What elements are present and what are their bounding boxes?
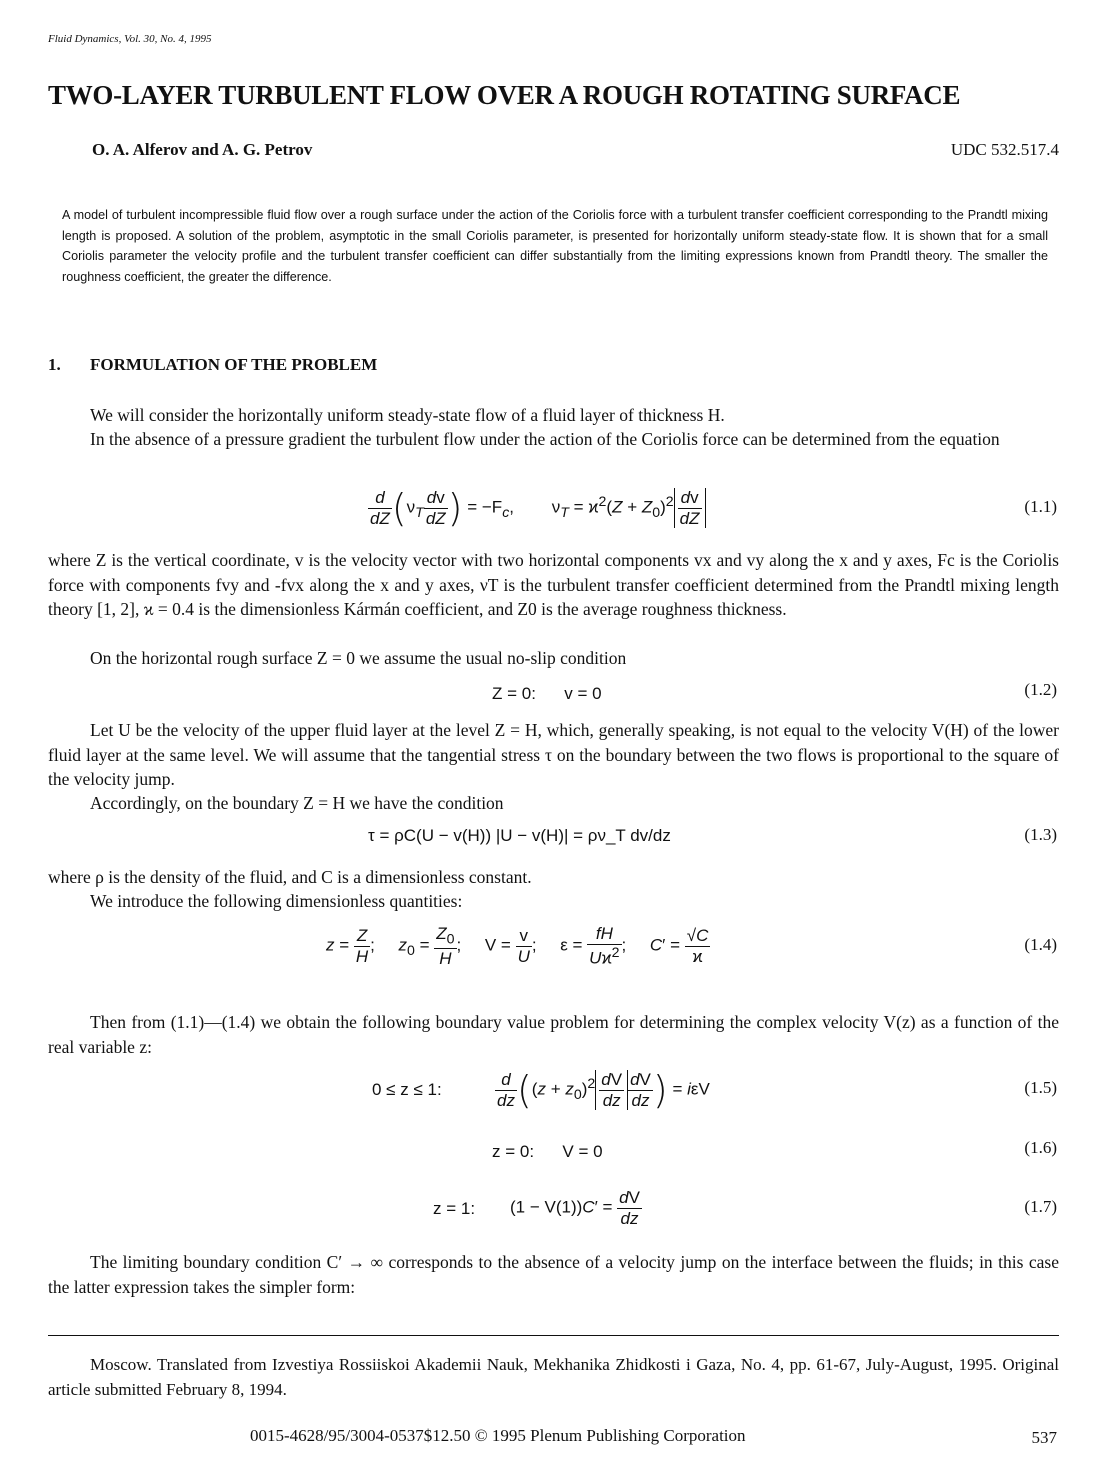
equation-1-1: $\frac{d}{dZ}$ ($\nu_T$ $\frac{dv}{dZ}$ ) = $-F_c$, $\nu_T = ϰ^2(Z + Z_0)^2$ $\frac{dv}{dZ}$ [368,486,706,530]
equation-number-1-3: (1.3) [1024,825,1057,844]
footnote: Moscow. Translated from Izvestiya Rossiiskoi Akademii Nauk, Mekhanika Zhidkosti i Gaza, No. 4, pp. 61-67, July-August, 1995. Original article submitted February 8, 1994. [48,1355,1059,1399]
equation-number-1-6: (1.6) [1024,1138,1057,1157]
equation-number-1-7: (1.7) [1024,1197,1057,1216]
paragraph-3: where Z is the vertical coordinate, v is the velocity vector with two horizontal components vx and vy along the x and y axes, Fc is the Coriolis force with components fvy and -fvx along the x and y axes, νT is the turbulent transfer coefficient determined from the Prandtl mixing length theory [1, 2], ϰ = 0.4 is the dimensionless Kármán coefficient, and Z0 is the average roughness thickness. [48,550,1059,619]
paragraph-4: On the horizontal rough surface Z = 0 we assume the usual no-slip condition [90,648,627,668]
equation-1-6: z = 0: V = 0 [492,1142,603,1161]
equation-1-5-condition: 0 ≤ z ≤ 1: [372,1080,442,1099]
equation-1-4: z = $\frac{Z}{H}$ ; $z_0$ = $\frac{Z_0}{H}$ ; V = $\frac{v}{U}$ ; ε = $\frac{fH}{Uϰ^2}$ ; C′ = $\frac{√C}{ϰ}$ [326,924,709,968]
equation-1-7-condition: z = 1: [433,1199,476,1218]
equation-number-1-5: (1.5) [1024,1078,1057,1097]
equation-1-3: τ = ρC(U − v(H)) |U − v(H)| = ρν_T dv/dz [368,826,671,845]
paragraph-5: Let U be the velocity of the upper fluid layer at the level Z = H, which, generally speaking, is not equal to the velocity V(H) of the lower fluid layer at the same level. We will assume that the tangential stress τ on the boundary between the two flows is proportional to the square of the velocity jump. [48,720,1059,789]
paragraph-10: The limiting boundary condition C′ → ∞ corresponds to the absence of a velocity jump on the interface between the fluids; in this case the latter expression takes the simpler form: [48,1252,1059,1297]
equation-1-2: Z = 0: v = 0 [492,684,602,703]
equation-1-5: $\frac{d}{dz}$ ($(z + z_0)^2$ $\frac{dV}{dz}$ $\frac{dV}{dz}$ ) = iεV [497,1068,710,1112]
section-title: FORMULATION OF THE PROBLEM [90,355,378,374]
journal-header: Fluid Dynamics, Vol. 30, No. 4, 1995 [48,33,212,45]
section-number: 1. [48,355,61,374]
equation-1-7: (1 − V(1))C′ = $\frac{dV}{dz}$ [510,1188,640,1228]
equation-number-1-1: (1.1) [1024,497,1057,516]
equation-number-1-2: (1.2) [1024,680,1057,699]
paragraph-7: where ρ is the density of the fluid, and C is a dimensionless constant. [48,867,532,887]
page-number: 537 [1031,1428,1057,1447]
paragraph-9: Then from (1.1)—(1.4) we obtain the following boundary value problem for determining the complex velocity V(z) as a function of the real variable z: [48,1012,1059,1057]
copyright-line: 0015-4628/95/3004-0537$12.50 © 1995 Plenum Publishing Corporation [250,1426,746,1445]
equation-number-1-4: (1.4) [1024,935,1057,954]
paper-title: TWO-LAYER TURBULENT FLOW OVER A ROUGH ROTATING SURFACE [48,80,961,110]
udc-code: UDC 532.517.4 [950,140,1059,159]
section-heading [48,355,377,375]
paragraph-6: Accordingly, on the boundary Z = H we have the condition [90,793,504,813]
paragraph-2: In the absence of a pressure gradient the turbulent flow under the action of the Coriolis force can be determined from the equation [90,429,1000,449]
authors: O. A. Alferov and A. G. Petrov [92,140,313,159]
footnote-divider [48,1335,1059,1336]
paragraph-1: We will consider the horizontally uniform steady-state flow of a fluid layer of thickness H. [90,405,725,425]
abstract: A model of turbulent incompressible fluid flow over a rough surface under the action of the Coriolis force with a turbulent transfer coefficient corresponding to the Prandtl mixing length is proposed. A solution of the problem, asymptotic in the small Coriolis parameter, is presented for horizontally uniform steady-state flow. It is shown that for a small Coriolis parameter the velocity profile and the turbulent transfer coefficient can differ substantially from the limiting expressions known from Prandtl theory. The smaller the roughness coefficient, the greater the difference. [62,208,1048,284]
paragraph-8: We introduce the following dimensionless quantities: [90,891,463,911]
